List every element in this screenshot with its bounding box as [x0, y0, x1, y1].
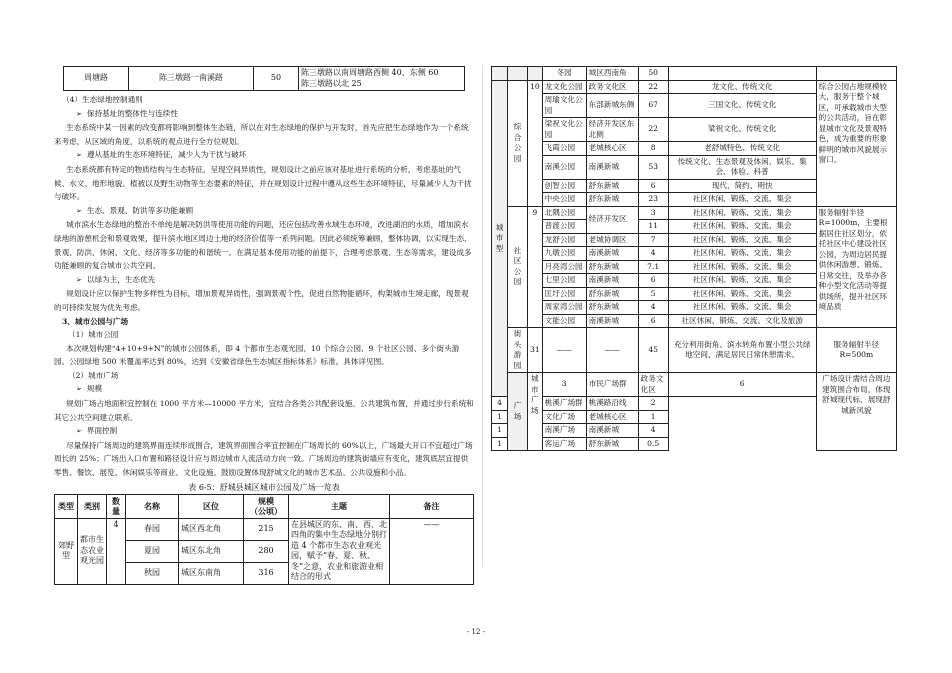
location-cell: 南溪新城 — [586, 314, 638, 328]
size-cell: 67 — [638, 94, 668, 118]
header-location: 区位 — [179, 494, 244, 518]
table-row — [492, 67, 897, 81]
name-cell: 龙文化公园 — [542, 80, 586, 94]
count-cell: 9 — [528, 206, 543, 328]
theme-cell: 现代、简约、明快 — [668, 179, 816, 193]
remark-cell: —— — [390, 518, 474, 584]
section-heading: 3、城市公园与广场 — [62, 316, 129, 326]
table-caption: 表 6-5：舒城县城区城市公园及广场一览表 — [188, 482, 340, 492]
paragraph: 生态系统中某一因素的改变都将影响到整体生态链，所以在对生态绿地的保护与开发时，首先应把生态绿地作为一个系统来考虑，从区域的角度，以系统的观点进行全方位规划。 — [54, 123, 469, 146]
count-cell: 10 — [528, 80, 543, 206]
header-name: 名称 — [126, 494, 179, 518]
table-row — [492, 328, 897, 373]
location-cell: 桃溪路沿线 — [586, 397, 638, 411]
name-cell: 月亮湾公园 — [542, 260, 586, 274]
name-cell: 南溪公园 — [542, 155, 586, 179]
name-cell: 桃溪广场群 — [542, 397, 586, 411]
location-cell: 南溪新城 — [586, 247, 638, 261]
paragraph: 规划广场占地面积宜控制在 1000 平方米—10000 平方米，宜结合各类公共配套设施、公共建筑布置，并通过步行系统和其它公共空间建立联系。 — [54, 399, 474, 422]
name-cell: 周瑜文化公园 — [542, 94, 586, 118]
category-cell: 街头游园 — [508, 328, 528, 373]
park-table-continued — [491, 66, 897, 451]
category-cell: 都市生态农业观光园 — [78, 518, 107, 584]
location-cell: 政务文化区 — [586, 80, 638, 94]
count-cell: 3 — [542, 373, 586, 397]
name-cell: 九墩公园 — [542, 247, 586, 261]
location-cell: 经济开发区 — [586, 206, 638, 233]
location-cell: 老城核心区 — [586, 142, 638, 156]
size-cell: 316 — [244, 562, 289, 584]
count-cell: 1 — [492, 437, 508, 451]
theme-cell: 充分利用街角、滨水转角布置小型公共绿地空间，满足居民日常休憩需求。 — [668, 328, 816, 373]
name-cell: 飞霞公园 — [542, 142, 586, 156]
name-cell: 梁祝文化公园 — [542, 118, 586, 142]
count-cell: 1 — [492, 424, 508, 438]
size-cell: 280 — [244, 540, 289, 562]
size-cell: 23 — [638, 193, 668, 207]
table-row — [64, 67, 465, 91]
name-cell: 市民广场群 — [586, 373, 638, 397]
count-cell: 4 — [492, 397, 508, 411]
size-cell: 6 — [668, 373, 816, 397]
size-cell: 6 — [638, 314, 668, 328]
location-cell: 老城协调区 — [586, 233, 638, 247]
page-number: - 12 - — [466, 628, 486, 636]
size-cell: 8 — [638, 142, 668, 156]
location-cell: 舒东新城 — [586, 287, 638, 301]
name-cell: 客运广场 — [542, 437, 586, 451]
road-name-cell: 陈三墩路一南溪路 — [129, 67, 254, 91]
location-cell: 城区东北角 — [179, 540, 244, 562]
type-cell: 郊野型 — [55, 518, 78, 584]
name-cell: 文化广场 — [542, 410, 586, 424]
location-cell: 南溪新城 — [586, 274, 638, 288]
theme-cell: 社区休闲、锻炼、交流、集会 — [668, 247, 816, 261]
paragraph: 本次规划构建“4+10+9+N”的城市公园体系，即 4 个都市生态观光园、10 个综合公园、9 个社区公园、多个街头游园。公园绿地 500 米覆盖率达到 80%，达到《安徽省绿色生态城区指标体系》标准。具体详见图。 — [54, 343, 460, 367]
left-column — [54, 66, 474, 585]
size-cell: 1 — [638, 410, 668, 424]
location-cell: 南溪新城 — [586, 155, 638, 179]
name-cell: 龙舒公园 — [542, 233, 586, 247]
theme-cell: 社区休闲、锻炼、交流、集会 — [668, 301, 816, 315]
size-cell: 215 — [244, 518, 289, 540]
header-type: 类型 — [55, 494, 78, 518]
section-heading: （4）生态绿地控制通则 — [62, 95, 143, 104]
bullet-title: ➢ 规模 — [54, 382, 474, 397]
size-cell: 11 — [638, 220, 668, 234]
theme-cell: 社区休闲、锻炼、交流、文化及旅游 — [668, 314, 816, 328]
size-cell: 6 — [638, 179, 668, 193]
paragraph: 生态系统都有特定的物质结构与生态特征，呈现空间异质性，规划设计之前应该对基址进行系统的分析，考虑基址的气候、水文、地形地貌、植被以及野生动物等生态要素的特征，并在规划设计过程中遵从这些生态环境特征，尽量减少人为干扰与破坏。 — [54, 164, 472, 202]
location-cell: 南溪新城 — [586, 424, 638, 438]
bullet-title: ➢ 界面控制 — [54, 424, 474, 439]
location-cell: 城区西南角 — [586, 67, 638, 81]
remark-cell: 服务辐射半径R=1000m，主要根据居住社区划分，依托社区中心建设社区公园，为周边居民提供休闲游憩、锻炼、日常交往，及举办各种小型文化活动等提供场所，提升社区环境品质 — [816, 206, 896, 328]
right-column — [491, 66, 897, 451]
road-note-cell: 陈三墩路以南周塘路西侧 40、东侧 60 陈三墩路以北 25 — [299, 67, 465, 91]
size-cell: 7 — [638, 233, 668, 247]
category-cell: 社区公园 — [508, 206, 528, 328]
theme-cell: 社区休闲、锻炼、交流、集会 — [668, 193, 816, 207]
location-cell: 舒东新城 — [586, 301, 638, 315]
theme-cell: 在县城区的东、南、西、北四角的集中生态绿地分别打造 4 个都市生态农业观光园，赋予“春、夏、秋、冬”之意，农业和旅游业相结合的形式 — [289, 518, 390, 584]
size-cell: 2 — [638, 397, 668, 411]
remark-cell: 服务辐射半径R=500m — [816, 328, 896, 373]
name-cell: 文能公园 — [542, 314, 586, 328]
location-cell: 舒东新城 — [586, 437, 638, 451]
size-cell: 22 — [638, 118, 668, 142]
paragraph: 规划设计应以保护生物多样性为目标，增加景观异质性，强调景观个性，促进自然物能循环，构架城市生境走廊，现景观的可持续发展为优先考虑。 — [54, 289, 469, 312]
table-row — [492, 206, 897, 220]
size-cell: 5 — [638, 287, 668, 301]
size-cell: 0.5 — [638, 437, 668, 451]
location-cell: —— — [586, 328, 638, 373]
bullet-title: ➢ 以绿为主，生态优先 — [54, 273, 474, 288]
header-category: 类别 — [78, 494, 107, 518]
header-size: 规模 （公顷） — [244, 494, 289, 518]
size-cell: 4 — [638, 247, 668, 261]
table-row — [492, 80, 897, 94]
paragraph: 城市滨水生态绿地的整治不单纯是解决防洪等使用功能的问题，还应包括改善水域生态环境，改进湖泊的水质，增加滨水绿地的游憩机会和景观效果，提升滨水地区周边土地的经济价值等一系列问题。因此必须统筹兼顾，整体协调，以实现生态、景观、防洪、休闲、文化、经济等多功能的和谐统一。在满足基本使用功能的前提下，合理考虑景观、生态等需求，建设成多功能兼顾的复合城市公共空间。 — [54, 220, 472, 271]
theme-cell: 广场设计需结合周边建筑围合布局，体现舒城现代标、展现舒城新风貌 — [816, 373, 896, 451]
location-cell: 舒东新城 — [586, 260, 638, 274]
type-cell: 城市型 — [492, 80, 508, 397]
road-type-cell: 周塘路 — [64, 67, 129, 91]
name-cell: 春园 — [126, 518, 179, 540]
size-cell: 3 — [638, 206, 668, 220]
name-cell: 南溪广场 — [542, 424, 586, 438]
name-cell: 周家湾公园 — [542, 301, 586, 315]
road-table-continuation — [63, 66, 465, 91]
theme-cell: 老舒城特色、传统文化 — [668, 142, 816, 156]
type-cell: 广场 — [508, 373, 528, 451]
size-cell: 4 — [638, 301, 668, 315]
sub-heading: （1）城市公园 — [68, 330, 119, 340]
name-cell: 冬园 — [542, 67, 586, 81]
theme-cell: 社区休闲、锻炼、交流、集会 — [668, 260, 816, 274]
header-theme: 主题 — [289, 494, 390, 518]
theme-cell: 社区休闲、锻炼、交流、集会 — [668, 274, 816, 288]
location-cell: 城区西北角 — [179, 518, 244, 540]
location-cell: 东部新城东侧 — [586, 94, 638, 118]
size-cell: 7.1 — [638, 260, 668, 274]
theme-cell: 传统文化、生态景观及体闲、娱乐、集会、体验、科普 — [668, 155, 816, 179]
bullet-title: ➢ 遵从基址的生态环境特征，减少人为干扰与破坏 — [54, 148, 474, 163]
name-cell: 普渡公园 — [542, 220, 586, 234]
header-count: 数量 — [107, 494, 126, 518]
body-text — [54, 93, 474, 480]
bullet-title: ➢ 生态、景观、防洪等多功能兼顾 — [54, 204, 474, 219]
table-row — [55, 518, 474, 540]
road-width-cell: 50 — [254, 67, 299, 91]
theme-cell: 社区休闲、锻炼、交流、集会 — [668, 287, 816, 301]
theme-cell: 龙文化、传统文化 — [668, 80, 816, 94]
count-cell: 1 — [492, 410, 508, 424]
remark-cell: 综合公园占地规模较大，服务于整个城区，可承载城市大型的公共活动，旨在彰显城市文化及景观特色，成为重要的形象鲜明的城市风貌展示窗口。 — [816, 80, 896, 206]
theme-cell: 社区休闲、锻炼、交流、集会 — [668, 220, 816, 234]
name-cell: 创智公园 — [542, 179, 586, 193]
theme-cell: 社区休闲、锻炼、交流、集会 — [668, 233, 816, 247]
size-cell: 53 — [638, 155, 668, 179]
name-cell: 中央公园 — [542, 193, 586, 207]
paragraph: 尽量保持广场周边的建筑界面连续形成围合，建筑界面围合率宜控制在广场周长的 60%以上，广场最大开口不宜超过广场周长的 25%；广场出入口布置和路径设计应与周边城市人流活动方向一致。广场周边的建筑街墙应有变化，建筑底层宜提供零售、餐饮、展览、休闲娱乐等商业、文化设施。鼓励设置体现舒城文化的城市艺术品、公共设施和小品。 — [54, 440, 473, 478]
location-cell: 城区东南角 — [179, 562, 244, 584]
table-row — [492, 373, 897, 397]
name-cell: 秋园 — [126, 562, 179, 584]
theme-cell: 梁祝文化、传统文化 — [668, 118, 816, 142]
size-cell: 4 — [638, 424, 668, 438]
name-cell: —— — [542, 328, 586, 373]
location-cell: 老城核心区 — [586, 410, 638, 424]
theme-cell: 三国文化、传统文化 — [668, 94, 816, 118]
size-cell: 6 — [638, 274, 668, 288]
location-cell: 舒东新城 — [586, 193, 638, 207]
bullet-title: ➢ 保持基址的整体性与连续性 — [54, 107, 474, 122]
size-cell: 50 — [638, 67, 668, 81]
header-remark: 备注 — [390, 494, 474, 518]
category-cell: 城市广场 — [528, 373, 543, 451]
count-cell: 31 — [528, 328, 543, 373]
size-cell: 22 — [638, 80, 668, 94]
name-cell: 七里公园 — [542, 274, 586, 288]
column-divider — [482, 66, 483, 566]
count-cell: 4 — [107, 518, 126, 584]
category-cell: 综合公园 — [508, 80, 528, 206]
name-cell: 夏园 — [126, 540, 179, 562]
sub-heading: （2）城市广场 — [68, 370, 119, 380]
location-cell: 经济开发区东北侧 — [586, 118, 638, 142]
table-header-row — [55, 494, 474, 518]
theme-cell: 社区休闲、锻炼、交流、集会 — [668, 206, 816, 220]
name-cell: 北隅公园 — [542, 206, 586, 220]
location-cell: 政务文化区 — [638, 373, 668, 397]
name-cell: 匡圩公园 — [542, 287, 586, 301]
location-cell: 舒东新城 — [586, 179, 638, 193]
size-cell: 45 — [638, 328, 668, 373]
park-table — [54, 494, 474, 585]
